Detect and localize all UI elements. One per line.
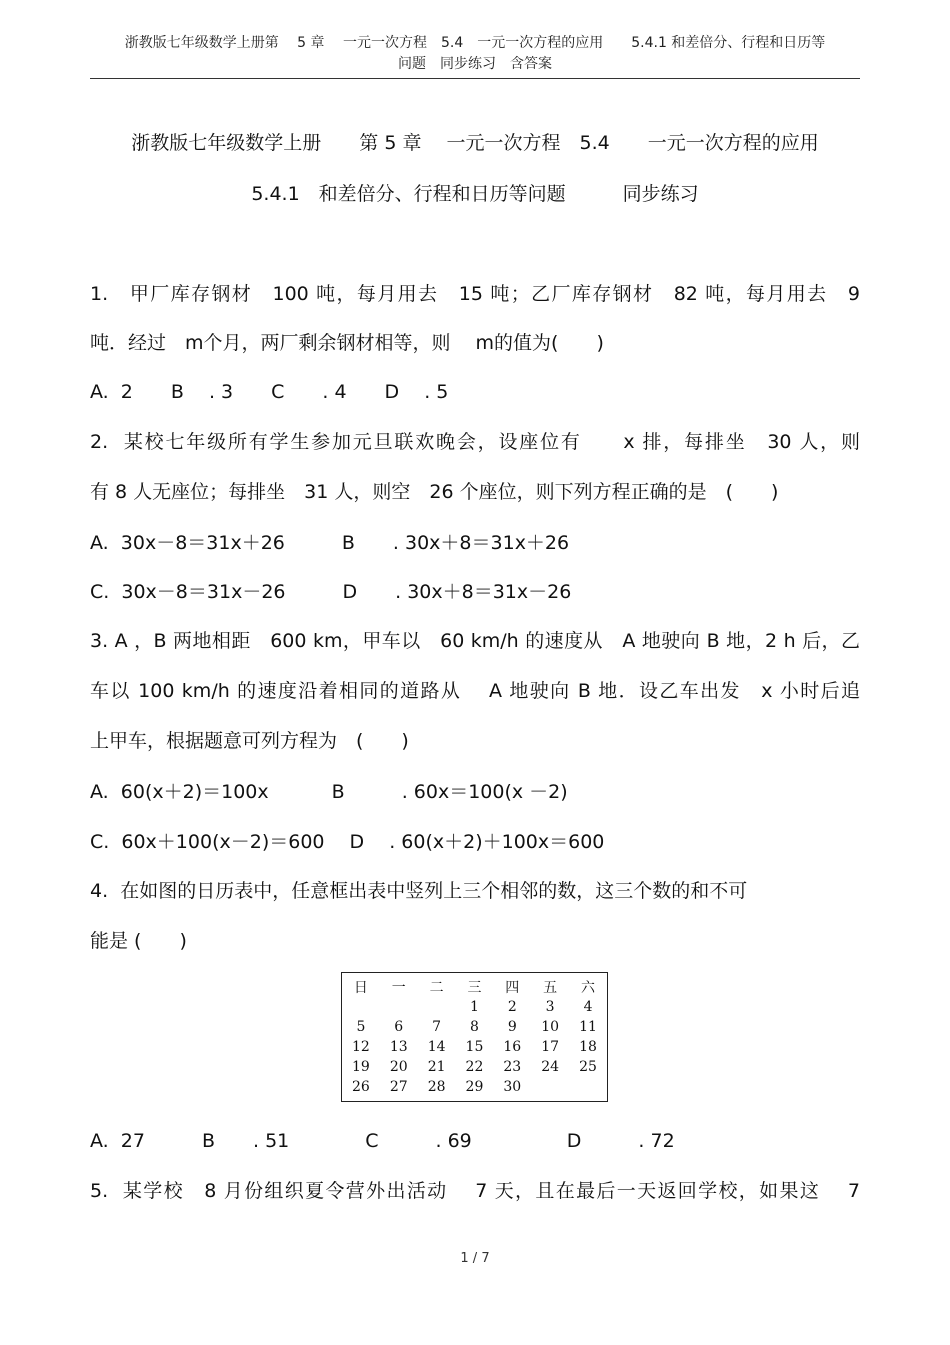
question-5-line-1: 5. 某学校 8 月份组织夏令营外出活动 7 天，且在最后一天返回学校，如果这 7 bbox=[90, 1180, 860, 1202]
calendar-day-cell: 8 bbox=[469, 1019, 479, 1035]
calendar-day-cell: 26 bbox=[352, 1079, 370, 1095]
calendar-day-cell: 22 bbox=[465, 1059, 484, 1075]
calendar-day-cell: 5 bbox=[356, 1019, 366, 1035]
running-header bbox=[90, 33, 860, 75]
calendar-header-cell: 日 bbox=[353, 980, 368, 996]
calendar-header-row bbox=[342, 977, 607, 997]
document-title-line-1: 浙教版七年级数学上册 第 5 章 一元一次方程 5.4 一元一次方程的应用 bbox=[131, 132, 819, 154]
calendar-day-cell bbox=[531, 1077, 569, 1097]
calendar-week-row bbox=[342, 1037, 607, 1057]
question-4-line-2: 能是 ( ) bbox=[90, 930, 187, 952]
calendar-day-cell: 2 bbox=[507, 999, 517, 1015]
question-3-line-1: 3. A ，B 两地相距 600 km，甲车以 60 km/h 的速度从 A 地驶向 B 地，2 h 后，乙 bbox=[90, 630, 860, 652]
question-2-line-1: 2. 某校七年级所有学生参加元旦联欢晚会，设座位有 x 排，每排坐 30 人，则 bbox=[90, 431, 860, 453]
calendar-day-cell: 9 bbox=[507, 1019, 517, 1035]
calendar-table bbox=[342, 977, 607, 1097]
running-header-line-1: 浙教版七年级数学上册第 5 章 一元一次方程 5.4 一元一次方程的应用 5.4.1 和差倍分、行程和日历等 bbox=[124, 35, 826, 51]
question-3-line-2: 车以 100 km/h 的速度沿着相同的道路从 A 地驶向 B 地．设乙车出发 x 小时后追 bbox=[90, 680, 860, 702]
calendar-day-cell: 17 bbox=[541, 1039, 560, 1055]
calendar-day-cell bbox=[569, 1077, 607, 1097]
calendar-day-cell: 15 bbox=[465, 1039, 484, 1055]
calendar-day-cell bbox=[418, 997, 456, 1017]
calendar-day-cell: 27 bbox=[389, 1079, 408, 1095]
calendar-day-cell: 6 bbox=[394, 1019, 404, 1035]
calendar-header-cell: 三 bbox=[467, 980, 482, 996]
question-1-options: A. 2 B . 3 C . 4 D . 5 bbox=[90, 381, 449, 403]
calendar-day-cell: 16 bbox=[503, 1039, 522, 1055]
calendar-day-cell: 14 bbox=[427, 1039, 446, 1055]
calendar-day-cell: 30 bbox=[503, 1079, 522, 1095]
calendar-day-cell: 18 bbox=[579, 1039, 597, 1055]
question-2-line-2: 有 8 人无座位；每排坐 31 人，则空 26 个座位，则下列方程正确的是 ( ) bbox=[90, 481, 779, 503]
calendar-day-cell: 19 bbox=[352, 1059, 370, 1075]
question-4-line-1: 4. 在如图的日历表中，任意框出表中竖列上三个相邻的数，这三个数的和不可 bbox=[90, 880, 748, 902]
calendar-day-cell: 28 bbox=[427, 1079, 446, 1095]
calendar-day-cell bbox=[342, 997, 380, 1017]
calendar-header-cell: 六 bbox=[581, 980, 596, 996]
running-header-line-2: 问题 同步练习 含答案 bbox=[398, 56, 552, 72]
calendar-day-cell: 21 bbox=[427, 1059, 446, 1075]
question-4-options: A. 27 B . 51 C . 69 D . 72 bbox=[90, 1130, 675, 1152]
calendar-day-cell: 24 bbox=[541, 1059, 560, 1075]
calendar-day-cell: 3 bbox=[545, 999, 555, 1015]
header-rule bbox=[90, 78, 860, 79]
calendar-day-cell: 20 bbox=[389, 1059, 408, 1075]
calendar-day-cell: 7 bbox=[432, 1019, 442, 1035]
calendar-week-row bbox=[342, 1077, 607, 1097]
calendar-header-cell: 二 bbox=[429, 980, 444, 996]
question-3-line-3: 上甲车，根据题意可列方程为 ( ) bbox=[90, 730, 409, 752]
calendar-day-cell bbox=[380, 997, 418, 1017]
question-1-line-2: 吨．经过 m个月，两厂剩余钢材相等，则 m的值为( ) bbox=[90, 332, 604, 354]
calendar-figure bbox=[341, 972, 608, 1102]
calendar-week-row bbox=[342, 997, 607, 1017]
question-2-options-cd: C. 30x－8＝31x－26 D . 30x＋8＝31x－26 bbox=[90, 581, 572, 603]
question-3-options-cd: C. 60x＋100(x－2)＝600 D . 60(x＋2)＋100x＝600 bbox=[90, 831, 605, 853]
calendar-header-cell: 四 bbox=[505, 980, 520, 996]
calendar-day-cell: 4 bbox=[583, 999, 593, 1015]
question-3-options-ab: A. 60(x＋2)＝100x B . 60x＝100(x －2) bbox=[90, 781, 568, 803]
calendar-day-cell: 13 bbox=[389, 1039, 408, 1055]
calendar-header-cell: 五 bbox=[543, 980, 558, 996]
calendar-week-row bbox=[342, 1017, 607, 1037]
calendar-header-cell: 一 bbox=[391, 980, 406, 996]
question-1-line-1: 1. 甲厂库存钢材 100 吨，每月用去 15 吨；乙厂库存钢材 82 吨，每月用去 9 bbox=[90, 283, 860, 305]
calendar-day-cell: 23 bbox=[503, 1059, 522, 1075]
calendar-day-cell: 10 bbox=[541, 1019, 560, 1035]
calendar-day-cell: 11 bbox=[579, 1019, 597, 1035]
calendar-day-cell: 25 bbox=[579, 1059, 597, 1075]
question-2-options-ab: A. 30x－8＝31x＋26 B . 30x＋8＝31x＋26 bbox=[90, 532, 570, 554]
page-number: 1 / 7 bbox=[460, 1251, 490, 1266]
document-title-line-2: 5.4.1 和差倍分、行程和日历等问题 同步练习 bbox=[251, 183, 699, 205]
calendar-week-row bbox=[342, 1057, 607, 1077]
calendar-day-cell: 1 bbox=[469, 999, 479, 1015]
calendar-day-cell: 29 bbox=[465, 1079, 484, 1095]
calendar-day-cell: 12 bbox=[352, 1039, 370, 1055]
